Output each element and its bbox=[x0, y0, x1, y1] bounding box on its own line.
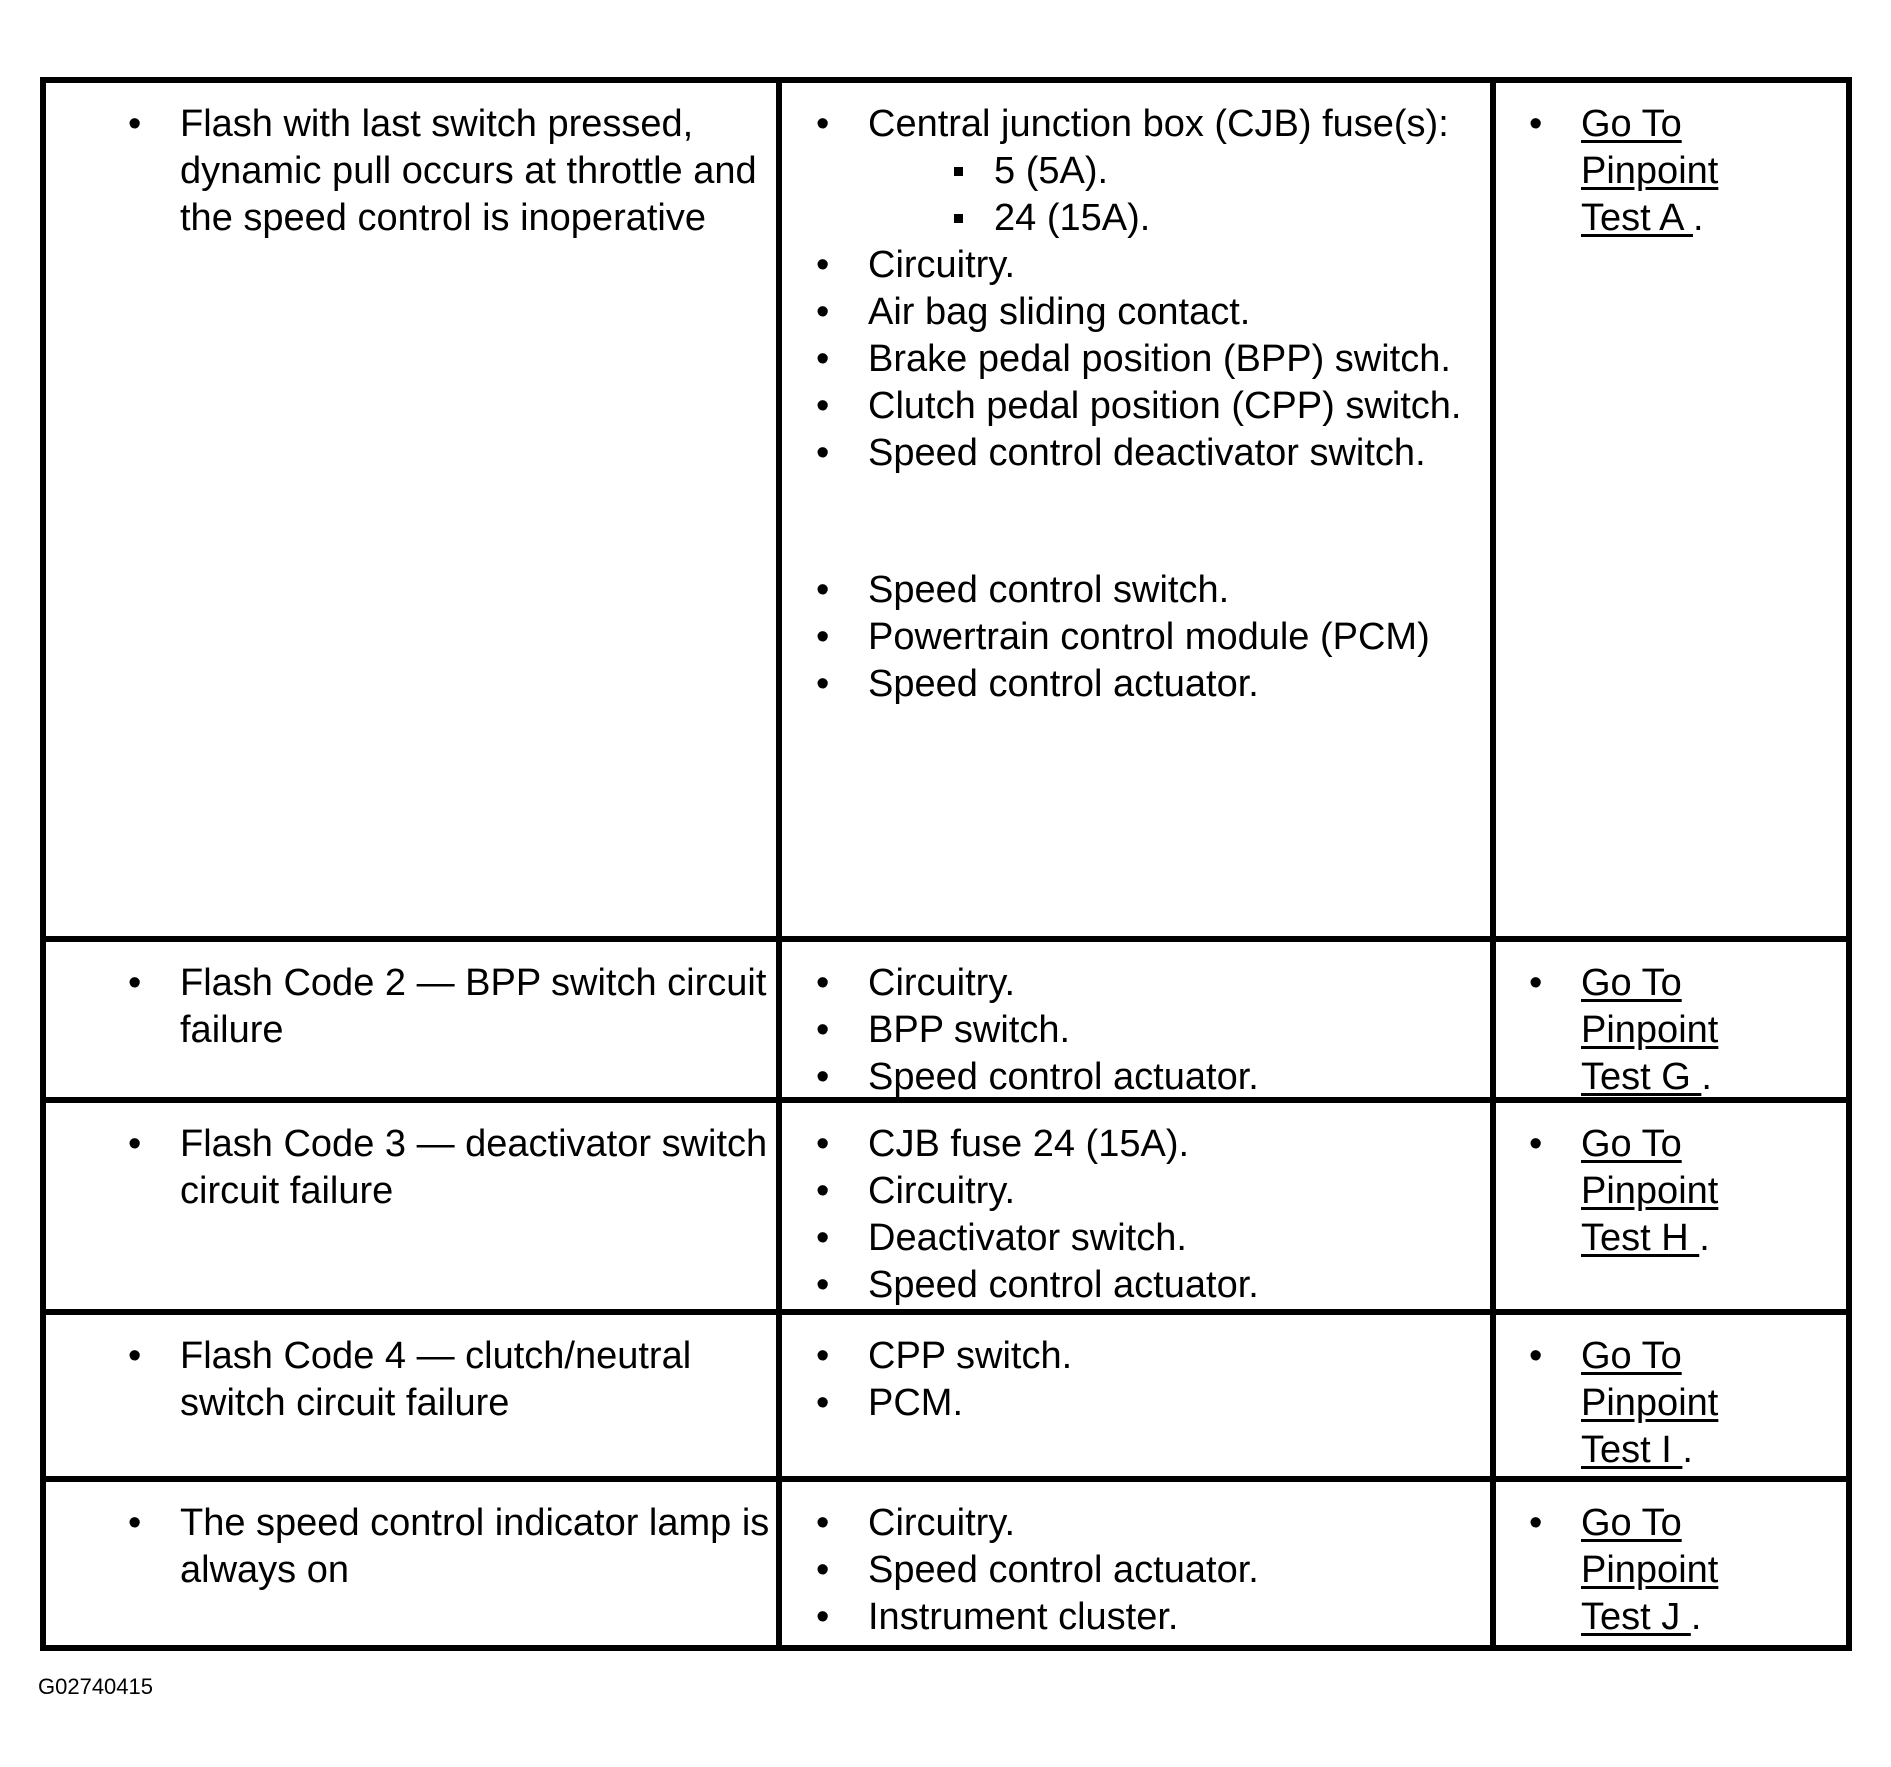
cause-item: • Air bag sliding contact. bbox=[868, 289, 1490, 336]
symptom-text: • Flash Code 2 — BPP switch circuit failure bbox=[134, 960, 776, 1054]
action-cell bbox=[1496, 942, 1846, 1103]
cause-item: • Speed control actuator. bbox=[868, 1547, 1490, 1594]
period: . bbox=[1699, 1217, 1710, 1259]
pinpoint-test-h-link-line3[interactable] bbox=[1581, 1215, 1846, 1262]
pinpoint-test-h-label[interactable]: Test H bbox=[1581, 1217, 1700, 1259]
pinpoint-test-a-link[interactable]: • Go To bbox=[1581, 103, 1682, 145]
symptom-text: • The speed control indicator lamp is always on bbox=[134, 1500, 776, 1594]
pinpoint-test-i-label[interactable]: Test I bbox=[1581, 1429, 1683, 1471]
period: . bbox=[1690, 1596, 1702, 1638]
action-cell bbox=[1496, 1482, 1846, 1645]
pinpoint-test-a-label[interactable]: Test A bbox=[1581, 197, 1693, 239]
sub-cause-item: 24 (15A). bbox=[868, 195, 1490, 242]
causes-cell bbox=[782, 1315, 1496, 1482]
cause-item: • Circuitry. bbox=[868, 1168, 1490, 1215]
page-break-gap bbox=[868, 477, 1490, 567]
symptom-text: • Flash Code 3 — deactivator switch circuit failure bbox=[134, 1121, 776, 1215]
cause-item: • Speed control deactivator switch. bbox=[868, 430, 1490, 477]
cause-item: • Deactivator switch. bbox=[868, 1215, 1490, 1262]
pinpoint-test-h-link-line2[interactable]: Pinpoint bbox=[1581, 1170, 1719, 1212]
causes-cell bbox=[782, 83, 1496, 942]
pinpoint-link-item bbox=[1581, 1121, 1846, 1262]
cause-item: • Speed control switch. bbox=[868, 567, 1490, 614]
symptom-cell bbox=[46, 1315, 782, 1482]
cause-item: • CPP switch. bbox=[868, 1333, 1490, 1380]
causes-cell bbox=[782, 1103, 1496, 1315]
pinpoint-test-j-label[interactable]: Test J bbox=[1581, 1596, 1691, 1638]
pinpoint-test-g-link-line2[interactable]: Pinpoint bbox=[1581, 1009, 1719, 1051]
pinpoint-test-g-link-line3[interactable] bbox=[1581, 1054, 1846, 1101]
cause-item: • Circuitry. bbox=[868, 242, 1490, 289]
causes-cell bbox=[782, 1482, 1496, 1645]
cause-item: • Central junction box (CJB) fuse(s): bbox=[868, 101, 1490, 148]
pinpoint-test-a-link-line3[interactable] bbox=[1581, 195, 1846, 242]
pinpoint-test-g-link[interactable]: • Go To bbox=[1581, 962, 1682, 1004]
pinpoint-test-j-link[interactable]: • Go To bbox=[1581, 1502, 1682, 1544]
cause-item: • Clutch pedal position (CPP) switch. bbox=[868, 383, 1490, 430]
cause-item: • Speed control actuator. bbox=[868, 661, 1490, 708]
cause-item: • PCM. bbox=[868, 1380, 1490, 1427]
period: . bbox=[1701, 1056, 1712, 1098]
cause-item: • Brake pedal position (BPP) switch. bbox=[868, 336, 1490, 383]
symptom-text: • Flash with last switch pressed, dynamic pull occurs at throttle and the speed control is inoperative bbox=[134, 101, 776, 242]
cause-item: • BPP switch. bbox=[868, 1007, 1490, 1054]
diagnosis-table bbox=[40, 77, 1852, 1651]
pinpoint-test-i-link[interactable]: • Go To bbox=[1581, 1335, 1682, 1377]
pinpoint-link-item bbox=[1581, 1333, 1846, 1474]
cause-item: • Powertrain control module (PCM) bbox=[868, 614, 1490, 661]
sub-cause-item: 5 (5A). bbox=[868, 148, 1490, 195]
pinpoint-test-i-link-line3[interactable] bbox=[1581, 1427, 1846, 1474]
cause-item: • Circuitry. bbox=[868, 1500, 1490, 1547]
symptom-cell bbox=[46, 942, 782, 1103]
symptom-cell bbox=[46, 1482, 782, 1645]
cause-item: • Circuitry. bbox=[868, 960, 1490, 1007]
cause-item: • Speed control actuator. bbox=[868, 1054, 1490, 1101]
action-cell bbox=[1496, 83, 1846, 942]
symptom-text: • Flash Code 4 — clutch/neutral switch circuit failure bbox=[134, 1333, 776, 1427]
pinpoint-test-i-link-line2[interactable]: Pinpoint bbox=[1581, 1382, 1719, 1424]
pinpoint-test-h-link[interactable]: • Go To bbox=[1581, 1123, 1682, 1165]
pinpoint-test-a-link-line2[interactable]: Pinpoint bbox=[1581, 150, 1719, 192]
pinpoint-link-item bbox=[1581, 960, 1846, 1101]
cause-item: • CJB fuse 24 (15A). bbox=[868, 1121, 1490, 1168]
period: . bbox=[1692, 197, 1704, 239]
pinpoint-test-j-link-line2[interactable]: Pinpoint bbox=[1581, 1549, 1719, 1591]
pinpoint-link-item bbox=[1581, 101, 1846, 242]
causes-cell bbox=[782, 942, 1496, 1103]
symptom-cell bbox=[46, 83, 782, 942]
symptom-cell bbox=[46, 1103, 782, 1315]
period: . bbox=[1682, 1429, 1693, 1471]
pinpoint-test-g-label[interactable]: Test G bbox=[1581, 1056, 1702, 1098]
figure-id: G02740415 bbox=[38, 1674, 153, 1699]
cause-item: • Instrument cluster. bbox=[868, 1594, 1490, 1641]
action-cell bbox=[1496, 1103, 1846, 1315]
pinpoint-link-item bbox=[1581, 1500, 1846, 1641]
action-cell bbox=[1496, 1315, 1846, 1482]
cause-item: • Speed control actuator. bbox=[868, 1262, 1490, 1309]
pinpoint-test-j-link-line3[interactable] bbox=[1581, 1594, 1846, 1641]
